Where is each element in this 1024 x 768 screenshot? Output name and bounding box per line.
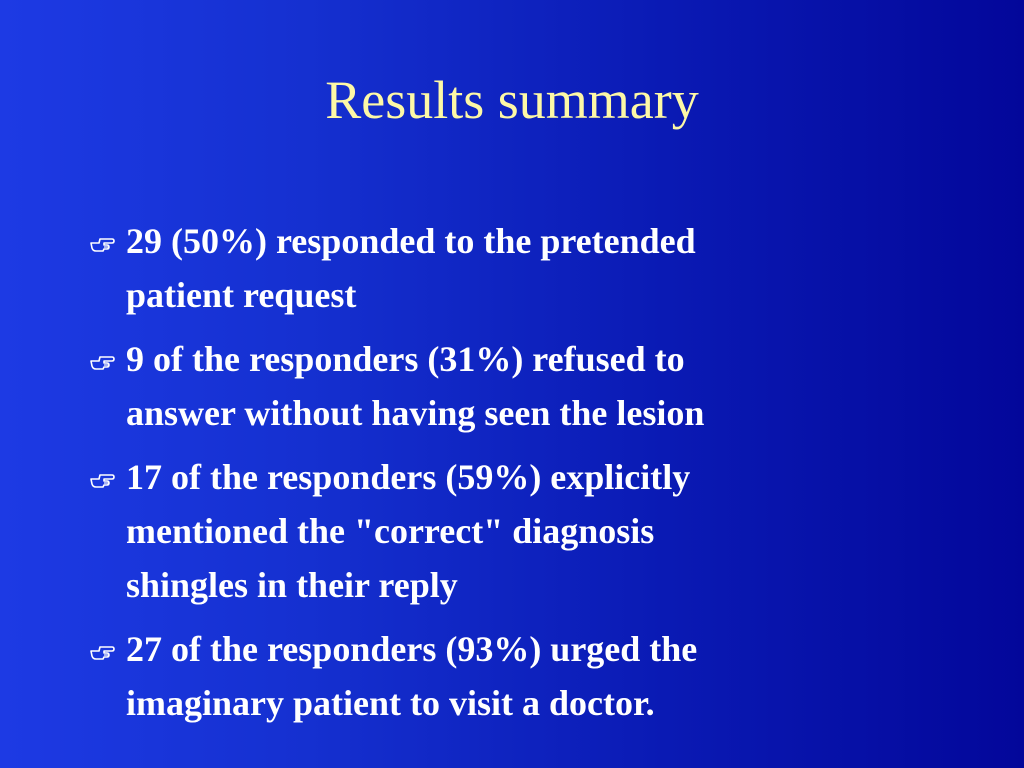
bullet-line: 27 of the responders (93%) urged the xyxy=(126,629,698,669)
bullet-line: 17 of the responders (59%) explicitly xyxy=(126,457,691,497)
bullet-line: 9 of the responders (31%) refused to xyxy=(126,339,685,379)
bullet-line: mentioned the "correct" diagnosis xyxy=(126,511,655,551)
pointing-hand-icon xyxy=(90,232,116,254)
bullet-list xyxy=(90,214,970,740)
slide-title: Results summary xyxy=(325,70,699,130)
bullet-item xyxy=(90,214,970,322)
bullet-item xyxy=(90,622,970,730)
bullet-item xyxy=(90,450,970,612)
pointing-hand-icon xyxy=(90,468,116,490)
bullet-item xyxy=(90,332,970,440)
bullet-line: 29 (50%) responded to the pretended xyxy=(126,221,696,261)
bullet-line: patient request xyxy=(126,275,357,315)
pointing-hand-icon xyxy=(90,350,116,372)
bullet-line: imaginary patient to visit a doctor. xyxy=(126,683,655,723)
bullet-line: answer without having seen the lesion xyxy=(126,393,705,433)
bullet-line: shingles in their reply xyxy=(126,565,458,605)
pointing-hand-icon xyxy=(90,640,116,662)
